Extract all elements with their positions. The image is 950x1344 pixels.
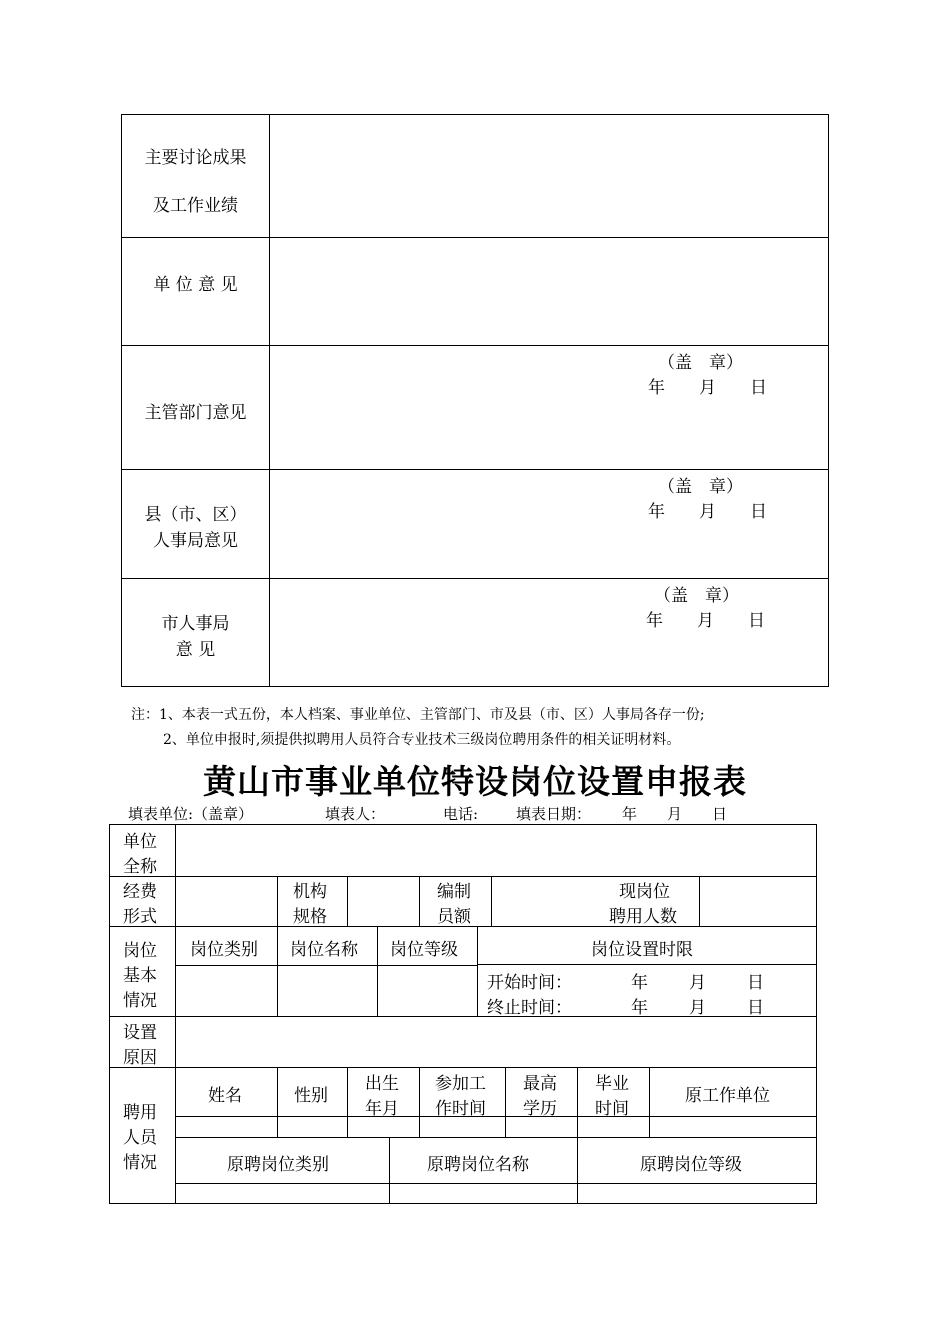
grid-line — [347, 1067, 348, 1137]
seal-text: （盖 章） — [658, 477, 743, 497]
row-achievements — [122, 115, 828, 237]
col-gender: 性别 — [294, 1086, 328, 1106]
border — [109, 824, 110, 1204]
col-orig-post-category: 原聘岗位类别 — [227, 1155, 329, 1175]
grid-line — [389, 1137, 390, 1204]
label-line: 单 位 意 见 — [153, 275, 238, 295]
label-achievements — [122, 115, 270, 237]
grid-line — [477, 964, 817, 965]
grid-line — [577, 1137, 578, 1204]
day-label: 日 — [747, 973, 764, 993]
label-post-basic: 岗位 — [123, 941, 157, 961]
label-funding: 经费 — [123, 882, 157, 902]
label-org-level: 规格 — [293, 907, 327, 927]
label-org-level: 机构 — [293, 882, 327, 902]
col-education: 学历 — [523, 1099, 557, 1119]
col-post-period: 岗位设置时限 — [591, 940, 693, 960]
label-line: 县（市、区） — [144, 505, 247, 525]
label-unit-opinion — [122, 238, 270, 345]
row-city-opinion — [122, 578, 828, 686]
label-staff-quota: 编制 — [437, 882, 471, 902]
label-hire-person: 人员 — [123, 1128, 157, 1148]
label-setup-reason: 设置 — [123, 1023, 157, 1043]
day-label: 日 — [747, 998, 764, 1018]
label-line: 意 见 — [175, 640, 216, 660]
col-post-grade: 岗位等级 — [390, 940, 458, 960]
grid-line — [649, 1067, 650, 1137]
year-label: 年 — [631, 998, 648, 1018]
label-line: 主管部门意见 — [144, 403, 247, 423]
grid-line — [175, 965, 477, 966]
grid-line — [277, 926, 278, 1016]
col-work-start: 参加工 — [435, 1074, 486, 1094]
label-unit-name: 全称 — [123, 857, 157, 877]
grid-line — [505, 1067, 506, 1137]
label-end-time: 终止时间： — [487, 998, 572, 1018]
col-work-start: 作时间 — [435, 1099, 486, 1119]
label-line: 主要讨论成果 — [144, 148, 247, 168]
grid-line — [109, 1016, 817, 1017]
label-current-hired: 聘用人数 — [609, 907, 677, 927]
label-hire-person: 情况 — [123, 1153, 157, 1173]
header-unit: 填表单位:（盖章） — [128, 805, 254, 823]
note-2: 2、单位申报时,须提供拟聘用人员符合专业技术三级岗位聘用条件的相关证明材料。 — [163, 732, 681, 748]
col-birth: 出生 — [365, 1074, 399, 1094]
col-orig-unit: 原工作单位 — [685, 1086, 770, 1106]
opinion-table — [121, 114, 829, 687]
label-setup-reason: 原因 — [123, 1048, 157, 1068]
grid-line — [347, 876, 348, 926]
border — [109, 824, 817, 825]
date-text: 年 月 日 — [648, 502, 767, 522]
grid-line — [491, 876, 492, 926]
grid-line — [175, 824, 176, 1204]
grid-line — [577, 1067, 578, 1137]
label-start-time: 开始时间： — [487, 973, 572, 993]
label-hire-person: 聘用 — [123, 1103, 157, 1123]
header-phone: 电话: — [443, 805, 479, 823]
col-post-category: 岗位类别 — [190, 940, 258, 960]
col-post-name: 岗位名称 — [290, 940, 358, 960]
grid-line — [175, 1183, 817, 1184]
grid-line — [175, 1116, 817, 1117]
grid-line — [477, 926, 478, 1016]
label-city-opinion — [122, 579, 270, 686]
border — [109, 1203, 817, 1204]
application-form — [109, 824, 817, 1204]
year-label: 年 — [631, 973, 648, 993]
label-post-basic: 基本 — [123, 966, 157, 986]
header-filler: 填表人： — [325, 805, 386, 823]
seal-text: （盖 章） — [658, 353, 743, 373]
label-current-hired: 现岗位 — [619, 882, 670, 902]
label-county-opinion — [122, 470, 270, 578]
row-dept-opinion — [122, 345, 828, 469]
grid-line — [699, 876, 700, 926]
label-funding: 形式 — [123, 907, 157, 927]
col-birth: 年月 — [365, 1099, 399, 1119]
row-unit-opinion — [122, 237, 828, 345]
col-orig-post-grade: 原聘岗位等级 — [640, 1155, 742, 1175]
grid-line — [175, 1137, 817, 1138]
border — [816, 824, 817, 1204]
grid-line — [109, 1067, 817, 1068]
grid-line — [277, 876, 278, 926]
date-text: 年 月 日 — [648, 378, 767, 398]
month-label: 月 — [689, 973, 706, 993]
form-title: 黄山市事业单位特设岗位设置申报表 — [203, 762, 747, 801]
grid-line — [419, 1067, 420, 1137]
row-county-opinion — [122, 469, 828, 578]
col-graduation: 毕业 — [595, 1074, 629, 1094]
grid-line — [277, 1067, 278, 1137]
header-date-label: 填表日期： — [516, 805, 592, 823]
label-post-basic: 情况 — [123, 991, 157, 1011]
date-text: 年 月 日 — [646, 611, 765, 631]
note-1: 注：1、本表一式五份，本人档案、事业单位、主管部门、市及县（市、区）人事局各存一份; — [131, 707, 705, 723]
label-line: 市人事局 — [161, 614, 230, 634]
label-line: 及工作业绩 — [153, 196, 238, 216]
header-date-value: 年 月 日 — [622, 805, 728, 823]
label-line: 人事局意见 — [153, 531, 238, 551]
col-orig-post-name: 原聘岗位名称 — [427, 1155, 529, 1175]
col-name: 姓名 — [208, 1086, 242, 1106]
grid-line — [419, 876, 420, 926]
col-graduation: 时间 — [595, 1099, 629, 1119]
label-staff-quota: 员额 — [437, 907, 471, 927]
seal-text: （盖 章） — [654, 586, 739, 606]
label-unit-name: 单位 — [123, 832, 157, 852]
label-dept-opinion — [122, 346, 270, 469]
col-education: 最高 — [523, 1074, 557, 1094]
grid-line — [377, 926, 378, 1016]
month-label: 月 — [689, 998, 706, 1018]
